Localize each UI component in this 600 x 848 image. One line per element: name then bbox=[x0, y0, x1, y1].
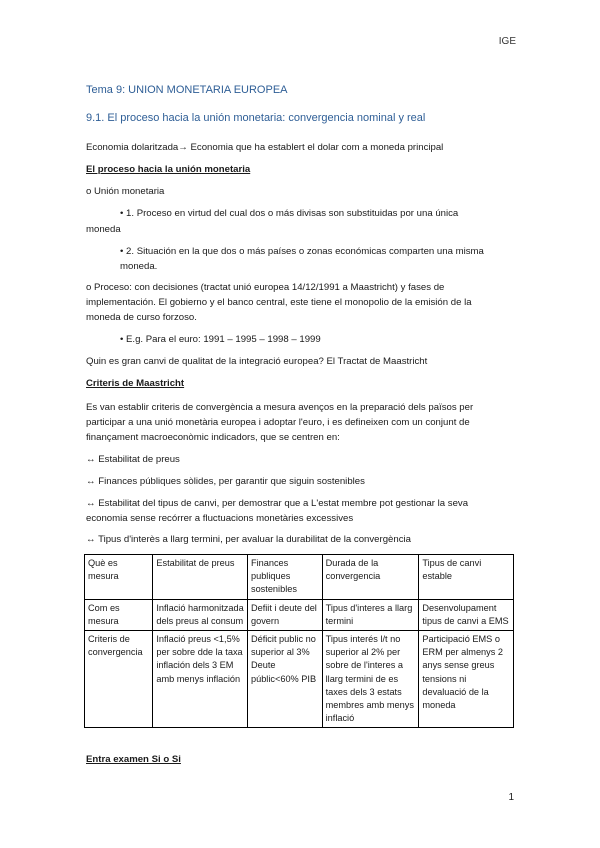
table-cell: Tipus d'interes a llarg termini bbox=[322, 599, 419, 630]
table-cell: Què es mesura bbox=[85, 555, 153, 600]
table-cell: Tipus interés l/t no superior al 2% per sobre de l'interes a llarg termini de es taxes dels 3 estats membres amb menys inflació bbox=[322, 631, 419, 728]
table-cell: Criteris de convergencia bbox=[85, 631, 153, 728]
table-cell: Inflació preus <1,5% per sobre dde la taxa inflación dels 3 EM amb menys inflación bbox=[153, 631, 248, 728]
bullet-1-line-1: • 1. Proceso en virtud del cual dos o más divisas son substituidas por una única bbox=[120, 208, 459, 219]
table-cell: Desenvolupament tipus de canvi a EMS bbox=[419, 599, 514, 630]
bullet-eg-euro: • E.g. Para el euro: 1991 – 1995 – 1998 – 1999 bbox=[120, 334, 321, 345]
table-cell: Defiit i deute del govern bbox=[247, 599, 322, 630]
table-cell: Durada de la convergencia bbox=[322, 555, 419, 600]
criteris-line-2: participar a una unió monetària europea i adoptar l'euro, i es defineixen com un conjunt de bbox=[86, 417, 470, 428]
paragraph-dolar: Economia dolaritzada→ Economia que ha establert el dolar com a moneda principal bbox=[86, 142, 444, 153]
table-cell: Inflació harmonitzada dels preus al consum bbox=[153, 599, 248, 630]
proceso-line-3: moneda de curso forzoso. bbox=[86, 312, 197, 323]
entra-examen-note: Entra examen Si o Si bbox=[86, 754, 181, 765]
proceso-line-2: implementación. El gobierno y el banco central, este tiene el monopolio de la emisión de la bbox=[86, 297, 472, 308]
heading-criteris: Criteris de Maastricht bbox=[86, 378, 185, 389]
arrow-item-4: ↔ Tipus d'interès a llarg termini, per avaluar la durabilitat de la convergència bbox=[86, 534, 411, 545]
section-title: 9.1. El proceso hacia la unión monetaria: convergencia nominal y real bbox=[86, 112, 426, 124]
paragraph-quin-canvi: Quin es gran canvi de qualitat de la integració europea? El Tractat de Maastricht bbox=[86, 356, 428, 367]
table-cell: Déficit public no superior al 3% Deute públic<60% PIB bbox=[247, 631, 322, 728]
table-cell: Com es mesura bbox=[85, 599, 153, 630]
arrow-item-3-line-1: ↔ Estabilitat del tipus de canvi, per demostrar que a L'estat membre pot gestionar la seva bbox=[86, 498, 469, 509]
page-number: 1 bbox=[508, 792, 514, 803]
bullet-1-line-2: moneda bbox=[86, 224, 121, 235]
table-cell: Estabilitat de preus bbox=[153, 555, 248, 600]
criteris-line-3: finançament macroeconòmic indicadors, que se centren en: bbox=[86, 432, 340, 443]
criteris-line-1: Es van establir criteris de convergència a mesura avenços en la preparació dels països per bbox=[86, 402, 474, 413]
table-cell: Tipus de canvi estable bbox=[419, 555, 514, 600]
chapter-title: Tema 9: UNION MONETARIA EUROPEA bbox=[86, 84, 288, 96]
criteria-table bbox=[84, 554, 514, 728]
bullet-2-line-2: moneda. bbox=[120, 261, 158, 272]
heading-proceso: El proceso hacia la unión monetaria bbox=[86, 164, 251, 175]
arrow-item-2: ↔ Finances públiques sòlides, per garantir que siguin sostenibles bbox=[86, 476, 365, 487]
bullet-2-line-1: • 2. Situación en la que dos o más países o zonas económicas comparten una misma bbox=[120, 246, 484, 257]
table-row bbox=[85, 599, 514, 630]
table-row bbox=[85, 555, 514, 600]
union-label: o Unión monetaria bbox=[86, 186, 165, 197]
table-cell: Participació EMS o ERM per almenys 2 anys sense greus tensions ni devaluació de la moneda bbox=[419, 631, 514, 728]
arrow-item-3-line-2: economia sense recórrer a fluctuacions monetàries excessives bbox=[86, 513, 354, 524]
arrow-item-1: ↔ Estabilitat de preus bbox=[86, 454, 180, 465]
proceso-line-1: o Proceso: con decisiones (tractat unió europea 14/12/1991 a Maastricht) y fases de bbox=[86, 282, 445, 293]
header-label: IGE bbox=[498, 36, 516, 47]
table-row bbox=[85, 631, 514, 728]
table-cell: Finances publiques sostenibles bbox=[247, 555, 322, 600]
